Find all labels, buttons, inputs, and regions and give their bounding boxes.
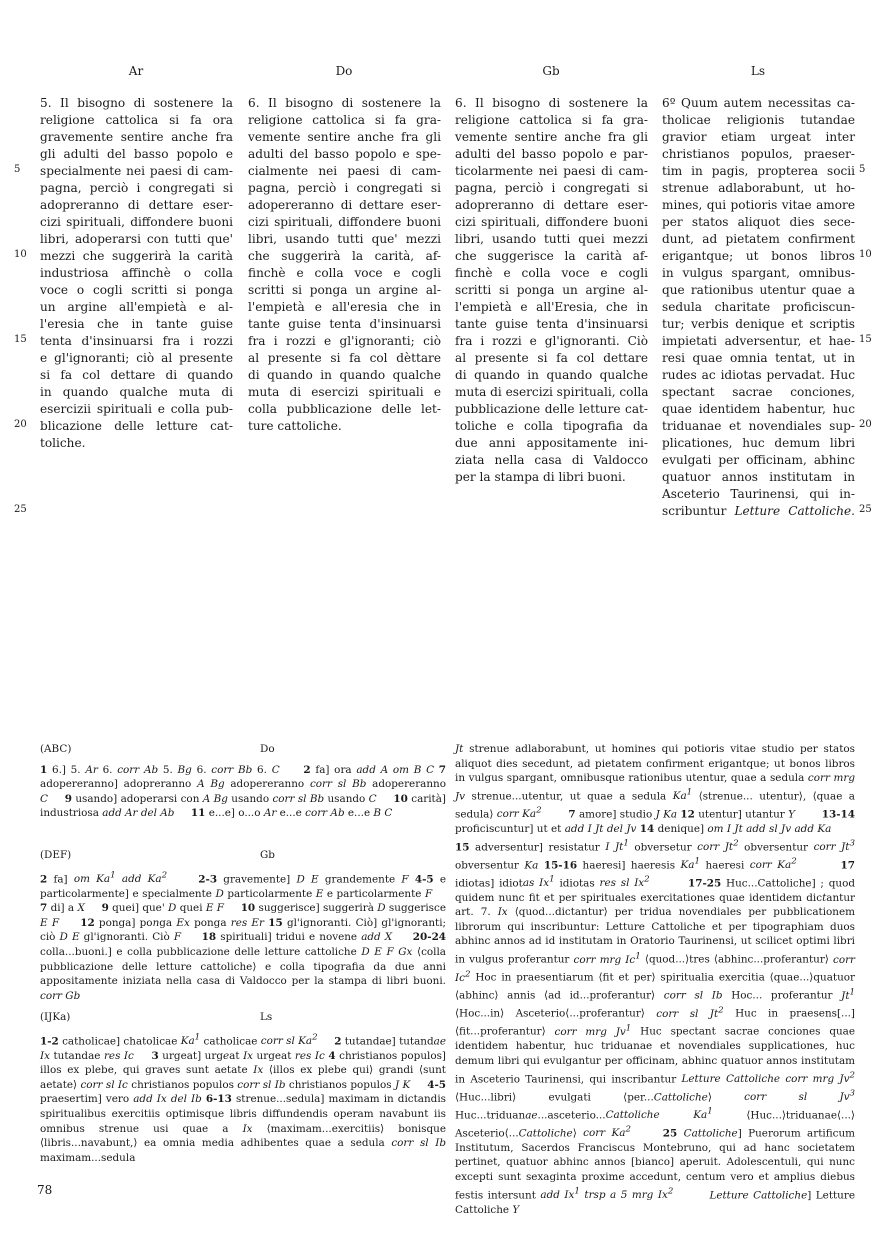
apparatus-entries: 1-2 catholicae] chatolicae Ka$^1$ catholicae corr sl Ka$^2$ 2 tutandae] tutandae Ix tutandae res Ic 3 urgeat] urgeat Ix urgeat res Ic 4 christianos populos] illos ex plebe, qui graves sunt aetate Ix ⟨illos ex plebe qui⟩ grandi ⟨sunt aetate⟩ corr sl Ic christianos populos corr sl Ib christianos populos J K 4-5 praesertim] vero add Ix del Ib 6-13 strenue...sedula] maximam in dictandis spiritualibus exercitiis optimisque libris diffundendis operam navabunt iis omnibus strenue usi quae a Ix ⟨maximam...exercitiis⟩ bonisque ⟨libris...navabunt,⟩ ea omnia media adhibentes quae a sedula corr sl Ib maximam...sedula (40, 1032, 447, 1164)
text-line: libri, adoperarsi con tutti que' (40, 232, 233, 246)
text-line: adulti del basso popolo e spe- (248, 147, 441, 161)
apparatus-sigla: (DEF) (40, 849, 72, 861)
text-line: rudes ac idiotas pervadat. Huc (662, 368, 855, 382)
line-number-right: 15 (859, 334, 872, 345)
text-line: christianos populos, praeser- (662, 147, 855, 161)
text-line: scritti si ponga un argine al- (248, 283, 441, 297)
text-line: di quando in quando qualche (455, 368, 648, 382)
text-line: cialmente nei paesi di cam- (248, 164, 441, 178)
apparatus-sigla: (ABC) (40, 743, 72, 755)
line-number-left: 15 (14, 334, 27, 345)
text-line: al presente si fa col dèttare (248, 351, 441, 365)
text-line: colla pubblicazione delle let- (248, 402, 441, 416)
text-line: l'empietà e all'Eresia, che in (455, 300, 648, 314)
text-line: adopreranno di dettare eser- (40, 198, 233, 212)
apparatus-text-siglum: Ls (260, 1011, 273, 1023)
apparatus-text-siglum: Gb (260, 849, 275, 861)
text-line: pagna, perciò i congregati si (248, 181, 441, 195)
text-line: finchè e colla voce e cogli (455, 266, 648, 280)
text-line: che suggerirà la carità, af- (248, 249, 441, 263)
text-line: impietati adversentur, et hae- (662, 334, 855, 348)
text-line: si fa col dettare di quando (40, 368, 233, 382)
text-line: e gl'ignoranti; ciò al presente (40, 351, 233, 365)
text-line: 6. Il bisogno di sostenere la (455, 96, 648, 110)
apparatus-sigla: (IJKa) (40, 1011, 71, 1023)
text-line: 5. Il bisogno di sostenere la (40, 96, 233, 110)
text-line: religione cattolica si fa gra- (455, 113, 648, 127)
text-line: tante guise tenta d'insinuarsi (455, 317, 648, 331)
text-line: ziata nella casa di Valdocco (455, 453, 648, 467)
text-line: tim in pagis, propterea socii (662, 164, 855, 178)
text-line: tholicae religionis tutandae (662, 113, 855, 127)
text-line: quae identidem habentur, huc (662, 402, 855, 416)
apparatus-heading (40, 742, 460, 757)
text-line: pubblicazione delle letture cat- (455, 402, 648, 416)
text-line: adopereranno di dettare eser- (248, 198, 441, 212)
column-ls-text (662, 95, 855, 520)
line-number-left: 10 (14, 249, 27, 260)
text-line: tante guise tenta d'insinuarsi (248, 317, 441, 331)
text-line: gli adulti del basso popolo e (40, 147, 233, 161)
text-line: fra i rozzi e gl'ignoranti; ciò (248, 334, 441, 348)
text-line: cizi spirituali, diffondere buoni (248, 215, 441, 229)
text-line: specialmente nei paesi di cam- (40, 164, 233, 178)
text-line: tur; verbis denique et scriptis (662, 317, 855, 331)
text-line: muta di esercizi spirituali e (248, 385, 441, 399)
text-line: pagna, perciò i congregati si (455, 181, 648, 195)
text-line: muta di esercizi spirituali, colla (455, 385, 649, 399)
text-line: un argine all'empietà e al- (40, 300, 233, 314)
text-line: quatuor annos institutam in (662, 470, 855, 484)
text-line: di quando in quando qualche (248, 368, 441, 382)
text-line: pagna, perciò i congregati si (40, 181, 233, 195)
text-line: adulti del basso popolo e par- (455, 147, 648, 161)
text-line: resi quae omnia tentat, ut in (662, 351, 855, 365)
text-line: toliche e colla tipografia da (455, 419, 648, 433)
column-heading-gb: Gb (542, 64, 560, 78)
column-do-text (248, 95, 441, 435)
text-line: dunt, ad pietatem confirment (662, 232, 855, 246)
apparatus-heading (40, 848, 460, 863)
text-line: Asceterio Taurinensi, qui in- (662, 487, 855, 501)
text-line: esercizii spirituali e colla pub- (40, 402, 233, 416)
text-line: l'empietà e all'eresia che in (248, 300, 441, 314)
apparatus-entries: Jt strenue adlaborabunt, ut homines qui potioris vitae studio per statos aliquot dies secedunt, ad pietatem confirment erigantque; ut bonos libros in vulgus spargant, omnibusque rationibus utentur, quae a sedula corr mrg Jv strenue...utentur, ut quae a sedula Ka$^1$ ⟨strenue... utentur⟩, ⟨quae a sedula⟩ corr Ka$^2$ 7 amore] studio J Ka 12 utentur] utantur Y 13-14 proficiscuntur] ut et add I Jt del Jv 14 denique] om I Jt add sl Jv add Ka 15 adversentur] resistatur I Jt$^1$ obversetur corr Jt$^2$ obversentur corr Jt$^3$ obversentur Ka 15-16 haeresi] haeresis Ka$^1$ haeresi corr Ka$^2$ 17 idiotas] idiotas Ix$^1$ idiotas res sl Ix$^2$ 17-25 Huc...Cattoliche] ; quod quidem nunc fit et per spirituales exercitationes quae identidem dictantur art. 7. Ix ⟨quod...dictantur⟩ per tridua novendiales per pubblicationem librorum qui inscribuntur: Letture Cattoliche et per tipographiam duos abhinc annos ad id institutam in Oratorio Taurinensi, ut scilicet optimi libri in vulgus proferantur corr mrg Ic$^1$ ⟨quod...⟩tres ⟨abhinc...proferantur⟩ corr Ic$^2$ Hoc in praesentiarum ⟨fit et per⟩ spiritualia exercitia ⟨quae...⟩quatuor ⟨abhinc⟩ annis ⟨ad id...proferantur⟩ corr sl Ib Hoc... proferantur Jt$^1$ ⟨Hoc...in⟩ Asceterio⟨...proferantur⟩ corr sl Jt$^2$ Huc in praesens[...]⟨fit...proferantur⟩ corr mrg Jv$^1$ Huc spectant sacrae conciones quae identidem habentur, huc triduanae et novendiales supplicationes, huc demum libri qui evulgantur per officinam, abhinc quatuor annos institutam in Asceterio Taurinensi, qui inscribantur Letture Cattoliche corr mrg Jv$^2$ ⟨Huc...libri⟩ evulgati ⟨per...Cattoliche⟩ corr sl Jv$^3$ Huc...triduanae...asceterio...Cattoliche Ka$^1$ ⟨Huc...⟩triduanae⟨...⟩Asceterio⟨...Cattoliche⟩ corr Ka$^2$ 25 Cattoliche] Puerorum artificum Institutum, Sacerdos Franciscus Montebruno, qui ad hanc societatem pertinet, quatuor abhinc annos [bianco] aperuit. Adolescentuli, qui nunc excepti sunt sexaginta proxime accedunt, centum vero et amplius diebus festis intersunt add Ix$^1$ trsp a 5 mrg Ix$^2$ Letture Cattoliche] Letture Cattoliche Y (455, 743, 856, 1216)
text-line: evulgati per officinam, abhinc (662, 453, 855, 467)
text-line: vemente sentire anche fra gli (248, 130, 441, 144)
text-line: cizi spirituali, diffondere buoni (455, 215, 648, 229)
apparatus-entries: 2 fa] om Ka$^1$ add Ka$^2$ 2-3 gravemente] D E grandemente F 4-5 e particolarmente] e specialmente D particolarmente E e particolarmente F 7 di] a X 9 quei] que' D quei E F 10 suggerisce] suggerirà D suggerisce E F 12 ponga] ponga Ex ponga res Er 15 gl'ignoranti. Ciò] gl'ignoranti; ciò D E gl'ignoranti. Ciò F 18 spirituali] tridui e novene add X 20-24 colla...buoni.] e colla pubblicazione delle letture cattoliche D E F Gx ⟨colla pubblicazione delle letture cattoliche⟩ e colla tipografia da due anni appositamente iniziata nella casa di Valdocco per la stampa di libri buoni. corr Gb (40, 870, 447, 1002)
text-line: adopreranno di dettare eser- (455, 198, 648, 212)
text-line: industriosa affinchè o colla (40, 266, 233, 280)
line-number-right: 20 (859, 419, 872, 430)
text-line: spectant sacrae conciones, (662, 385, 855, 399)
text-line: 6. Il bisogno di sostenere la (248, 96, 441, 110)
text-line: triduanae et novendiales sup- (662, 419, 855, 433)
text-line: l'eresia che in tante guise (40, 317, 233, 331)
apparatus-heading (40, 1010, 460, 1025)
line-number-left: 20 (14, 419, 27, 430)
text-line: libri, usando tutti que' mezzi (248, 232, 441, 246)
line-number-right: 5 (859, 164, 866, 175)
column-heading-ls: Ls (750, 64, 766, 78)
text-line: per statos aliquot dies sece- (662, 215, 855, 229)
page-number: 78 (37, 1183, 53, 1197)
text-line: gravemente sentire anche fra (40, 130, 233, 144)
text-line: religione cattolica si fa gra- (248, 113, 441, 127)
column-heading-do: Do (335, 64, 353, 78)
apparatus-ijka (40, 1010, 446, 1165)
column-gb-text (455, 95, 648, 486)
text-line: libri, usando tutti quei mezzi (455, 232, 648, 246)
column-ar-text (40, 95, 233, 452)
text-line: erigantque; ut bonos libros (662, 249, 855, 263)
text-line: per la stampa di libri buoni. (455, 470, 626, 484)
apparatus-text-siglum: Do (260, 743, 275, 755)
text-line: 6º Quum autem necessitas ca- (662, 96, 855, 110)
text-line: ticolarmente nei paesi di cam- (455, 164, 648, 178)
text-line: plicationes, huc demum libri (662, 436, 855, 450)
text-line: sedula charitate proficiscun- (662, 300, 855, 314)
text-line: voce o cogli scritti si ponga (40, 283, 233, 297)
text-line: strenue adlaborabunt, ut ho- (662, 181, 855, 195)
apparatus-entries: 1 6.] 5. Ar 6. corr Ab 5. Bg 6. corr Bb 6. C 2 fa] ora add A om B C 7 adopereranno] adopreranno A Bg adopereranno corr sl Bb adopereranno C 9 usando] adoperarsi con A Bg usando corr sl Bb usando C 10 carità] industriosa add Ar del Ab 11 e...e] o...o Ar e...e corr Ab e...e B C (40, 763, 447, 820)
text-line: vemente sentire anche fra gli (455, 130, 648, 144)
text-line: scritti si ponga un argine al- (455, 283, 648, 297)
text-line: gravior etiam urgeat inter (662, 130, 855, 144)
line-number-right: 10 (859, 249, 872, 260)
text-line: religione cattolica si fa ora (40, 113, 233, 127)
apparatus-ls-continued (455, 742, 855, 1217)
line-number-right: 25 (859, 504, 872, 515)
text-line: mezzi che suggerirà la carità (40, 249, 233, 263)
text-line: mines, qui potioris vitae amore (662, 198, 855, 212)
apparatus-def (40, 848, 446, 1003)
text-line: che suggerisce la carità af- (455, 249, 648, 263)
column-heading-ar: Ar (128, 64, 144, 78)
text-line: que rationibus utentur quae a (662, 283, 855, 297)
line-number-left: 5 (14, 164, 21, 175)
text-line: fra i rozzi e gl'ignoranti. Ciò (455, 334, 648, 348)
text-line: blicazione delle letture cat- (40, 419, 233, 433)
text-line: in quando qualche muta di (40, 385, 233, 399)
text-line: due anni appositamente ini- (455, 436, 648, 450)
text-line: finchè e colla voce e cogli (248, 266, 441, 280)
line-number-left: 25 (14, 504, 27, 515)
text-line: tenta d'insinuarsi fra i rozzi (40, 334, 233, 348)
apparatus-abc (40, 742, 446, 821)
text-line: ture cattoliche. (248, 419, 342, 433)
text-line: al presente si fa col dettare (455, 351, 648, 365)
text-line: in vulgus spargant, omnibus- (662, 266, 855, 280)
italic-title: Letture Cattoliche. (734, 504, 855, 518)
text-line: toliche. (40, 436, 86, 450)
text-line: cizi spirituali, diffondere buoni (40, 215, 233, 229)
text-line: scribuntur Letture Cattoliche. (662, 504, 855, 518)
